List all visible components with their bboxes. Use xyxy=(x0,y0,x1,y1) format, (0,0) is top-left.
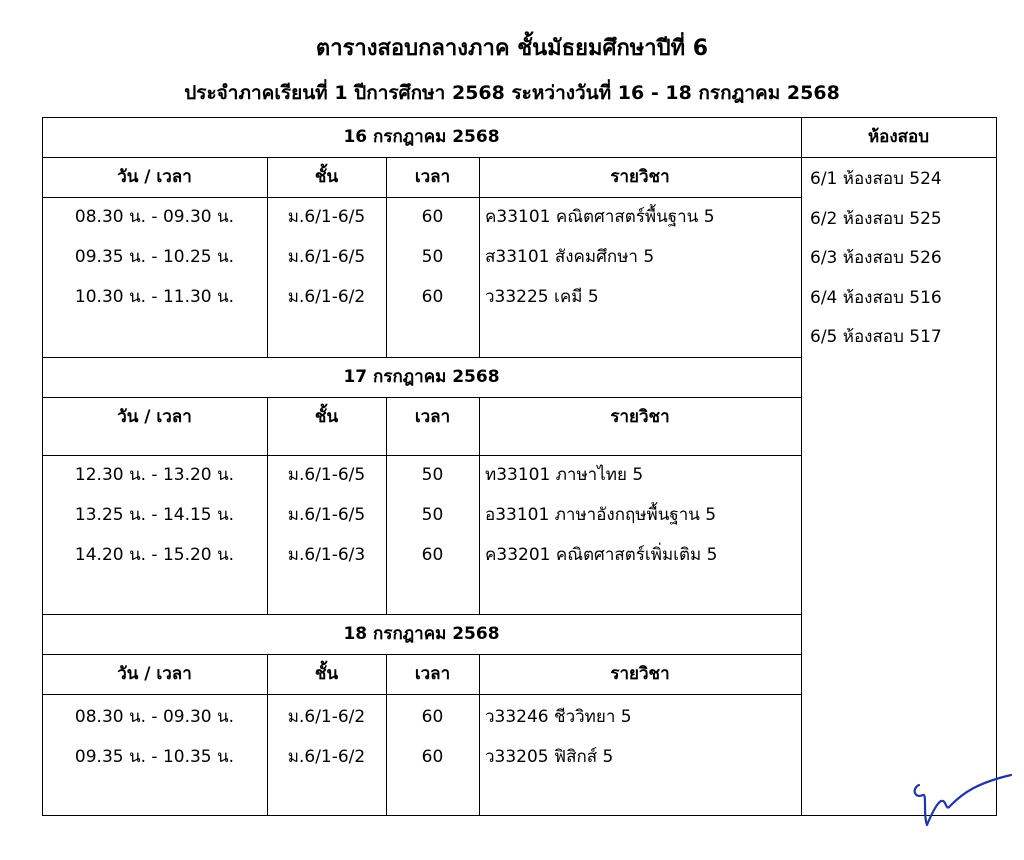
table-cell-duration: 60 xyxy=(421,287,444,307)
table-cell-time: 12.30 น. - 13.20 น. xyxy=(74,465,235,485)
page-title: ตารางสอบกลางภาค ชั้นมัธยมศึกษาปีที่ 6 xyxy=(315,36,709,61)
table-rule xyxy=(996,117,997,816)
table-cell-duration: 60 xyxy=(421,747,444,767)
column-header-duration: เวลา xyxy=(414,167,451,187)
table-cell-time: 09.35 น. - 10.25 น. xyxy=(74,247,235,267)
table-cell-grade: ม.6/1-6/2 xyxy=(287,707,366,727)
table-cell-duration: 60 xyxy=(421,545,444,565)
table-cell-time: 13.25 น. - 14.15 น. xyxy=(74,505,235,525)
column-header-subject: รายวิชา xyxy=(610,407,670,427)
room-item: 6/3 ห้องสอบ 526 xyxy=(810,248,942,268)
table-cell-duration: 60 xyxy=(421,707,444,727)
room-item: 6/1 ห้องสอบ 524 xyxy=(810,169,942,189)
table-rule xyxy=(42,357,801,358)
table-cell-duration: 50 xyxy=(421,465,444,485)
table-cell-duration: 50 xyxy=(421,505,444,525)
table-cell-subject: ค33101 คณิตศาสตร์พื้นฐาน 5 xyxy=(485,207,715,227)
table-rule xyxy=(801,157,996,158)
table-cell-grade: ม.6/1-6/5 xyxy=(287,505,366,525)
column-header-grade: ชั้น xyxy=(314,407,339,427)
column-header-subject: รายวิชา xyxy=(610,167,670,187)
day-date-header: 17 กรกฎาคม 2568 xyxy=(343,367,500,387)
column-header-grade: ชั้น xyxy=(314,167,339,187)
table-cell-time: 08.30 น. - 09.30 น. xyxy=(74,707,235,727)
column-header-grade: ชั้น xyxy=(314,664,339,684)
column-header-time: วัน / เวลา xyxy=(117,167,192,187)
table-cell-grade: ม.6/1-6/5 xyxy=(287,207,366,227)
day-date-header: 18 กรกฎาคม 2568 xyxy=(343,624,500,644)
table-cell-subject: ส33101 สังคมศึกษา 5 xyxy=(485,247,655,267)
room-column-header: ห้องสอบ xyxy=(867,127,930,147)
table-cell-duration: 60 xyxy=(421,207,444,227)
room-item: 6/5 ห้องสอบ 517 xyxy=(810,327,942,347)
page-subtitle: ประจำภาคเรียนที่ 1 ปีการศึกษา 2568 ระหว่างวันที่ 16 - 18 กรกฎาคม 2568 xyxy=(184,82,840,104)
table-rule xyxy=(42,815,997,816)
table-cell-grade: ม.6/1-6/5 xyxy=(287,465,366,485)
column-header-duration: เวลา xyxy=(414,407,451,427)
table-cell-duration: 50 xyxy=(421,247,444,267)
room-item: 6/4 ห้องสอบ 516 xyxy=(810,287,942,308)
table-cell-subject: ท33101 ภาษาไทย 5 xyxy=(485,465,644,485)
column-header-duration: เวลา xyxy=(414,664,451,684)
table-cell-grade: ม.6/1-6/5 xyxy=(287,247,366,267)
table-rule xyxy=(42,614,801,615)
table-cell-grade: ม.6/1-6/2 xyxy=(287,287,366,307)
column-header-time: วัน / เวลา xyxy=(117,664,192,684)
handwritten-signature xyxy=(905,765,1015,835)
table-rule xyxy=(42,694,801,695)
room-list xyxy=(810,160,995,358)
table-cell-subject: อ33101 ภาษาอังกฤษพื้นฐาน 5 xyxy=(485,505,717,525)
table-rule xyxy=(801,117,802,816)
day-date-header: 16 กรกฎาคม 2568 xyxy=(343,127,500,147)
table-cell-grade: ม.6/1-6/2 xyxy=(287,747,366,767)
column-header-time: วัน / เวลา xyxy=(117,407,192,427)
table-cell-time: 09.35 น. - 10.35 น. xyxy=(74,747,235,767)
column-header-subject: รายวิชา xyxy=(610,664,670,684)
table-cell-time: 08.30 น. - 09.30 น. xyxy=(74,207,235,227)
room-item: 6/2 ห้องสอบ 525 xyxy=(810,208,942,229)
table-cell-subject: ค33201 คณิตศาสตร์เพิ่มเติม 5 xyxy=(485,545,718,565)
table-cell-subject: ว33205 ฟิสิกส์ 5 xyxy=(485,747,614,767)
table-cell-time: 14.20 น. - 15.20 น. xyxy=(74,545,235,565)
table-cell-subject: ว33225 เคมี 5 xyxy=(485,287,599,307)
table-cell-subject: ว33246 ชีววิทยา 5 xyxy=(485,707,632,727)
table-cell-grade: ม.6/1-6/3 xyxy=(287,545,366,565)
table-cell-time: 10.30 น. - 11.30 น. xyxy=(74,287,235,307)
